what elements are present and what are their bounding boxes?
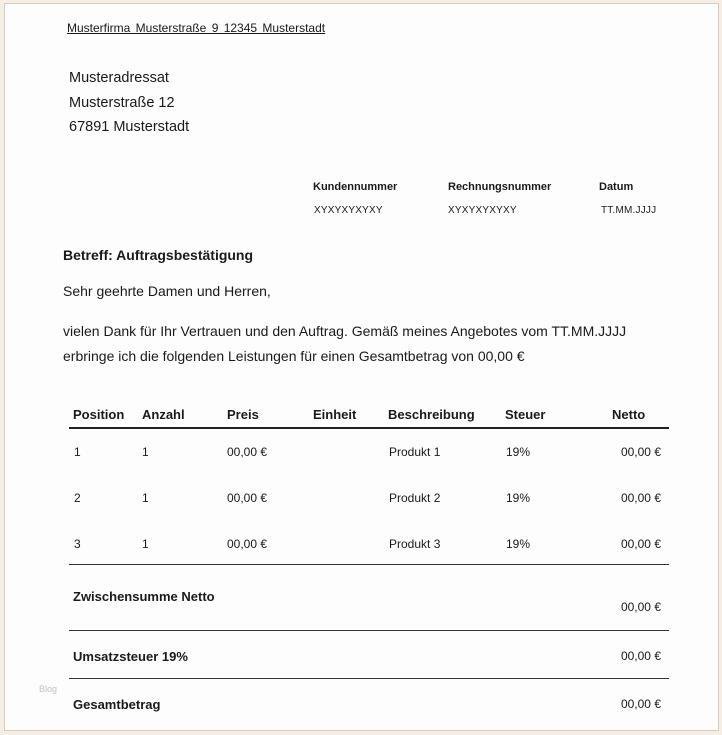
col-header-position: Position xyxy=(73,407,125,422)
greeting: Sehr geehrte Damen und Herren, xyxy=(63,283,271,299)
table-cell-steuer: 19% xyxy=(506,537,531,551)
subtotal-rule xyxy=(69,630,669,631)
customer-number-value: XYXYXYXYXY xyxy=(314,205,383,216)
table-end-rule xyxy=(69,564,669,565)
document-page xyxy=(4,3,719,731)
body-line: vielen Dank für Ihr Vertrauen und den Auftrag. Gemäß meines Angebotes vom TT.MM.JJJJ xyxy=(63,323,627,339)
table-cell-netto: 00,00 € xyxy=(620,537,661,551)
date-label: Datum xyxy=(599,181,634,193)
customer-number-label: Kundennummer xyxy=(313,181,398,193)
subject-line: Betreff: Auftragsbestätigung xyxy=(63,247,254,263)
col-header-einheit: Einheit xyxy=(313,407,357,422)
table-cell-position: 3 xyxy=(74,537,81,551)
table-cell-steuer: 19% xyxy=(506,491,531,505)
recipient-name: Musteradressat xyxy=(69,70,169,86)
table-cell-preis: 00,00 € xyxy=(227,491,268,505)
recipient-city: 67891 Musterstadt xyxy=(69,119,190,135)
table-cell-netto: 00,00 € xyxy=(620,491,661,505)
recipient-address-block xyxy=(69,66,189,140)
table-cell-beschreibung: Produkt 2 xyxy=(389,491,441,505)
body-line: erbringe ich die folgenden Leistungen für einen Gesamtbetrag von 00,00 € xyxy=(63,348,525,364)
invoice-number-value: XYXYXYXYXY xyxy=(448,205,517,216)
col-header-netto: Netto xyxy=(612,407,646,422)
body-paragraph xyxy=(63,319,626,369)
total-value: 00,00 € xyxy=(620,697,661,711)
table-cell-steuer: 19% xyxy=(506,445,531,459)
table-cell-beschreibung: Produkt 3 xyxy=(389,537,441,551)
subtotal-value: 00,00 € xyxy=(620,600,661,614)
table-cell-position: 1 xyxy=(74,445,81,459)
table-cell-anzahl: 1 xyxy=(142,537,149,551)
date-value: TT.MM.JJJJ xyxy=(601,205,657,216)
table-cell-anzahl: 1 xyxy=(142,491,149,505)
table-cell-position: 2 xyxy=(74,491,81,505)
invoice-number-label: Rechnungsnummer xyxy=(448,181,552,193)
vat-rule xyxy=(69,678,669,679)
sender-address-line: Musterfirma Musterstraße 9 12345 Musterstadt xyxy=(67,21,326,35)
col-header-preis: Preis xyxy=(227,407,259,422)
table-cell-anzahl: 1 xyxy=(142,445,149,459)
total-label: Gesamtbetrag xyxy=(73,697,161,712)
col-header-anzahl: Anzahl xyxy=(142,407,185,422)
recipient-street: Musterstraße 12 xyxy=(69,94,175,111)
vat-label: Umsatzsteuer 19% xyxy=(73,649,188,664)
col-header-steuer: Steuer xyxy=(505,407,546,422)
table-cell-beschreibung: Produkt 1 xyxy=(389,445,441,459)
col-header-beschreibung: Beschreibung xyxy=(388,407,475,422)
subtotal-label: Zwischensumme Netto xyxy=(73,589,215,604)
table-header-rule xyxy=(69,427,669,429)
table-cell-preis: 00,00 € xyxy=(227,445,268,459)
table-cell-preis: 00,00 € xyxy=(227,537,268,551)
table-cell-netto: 00,00 € xyxy=(620,445,661,459)
vat-value: 00,00 € xyxy=(620,649,661,663)
watermark-text: Blog xyxy=(39,684,58,694)
